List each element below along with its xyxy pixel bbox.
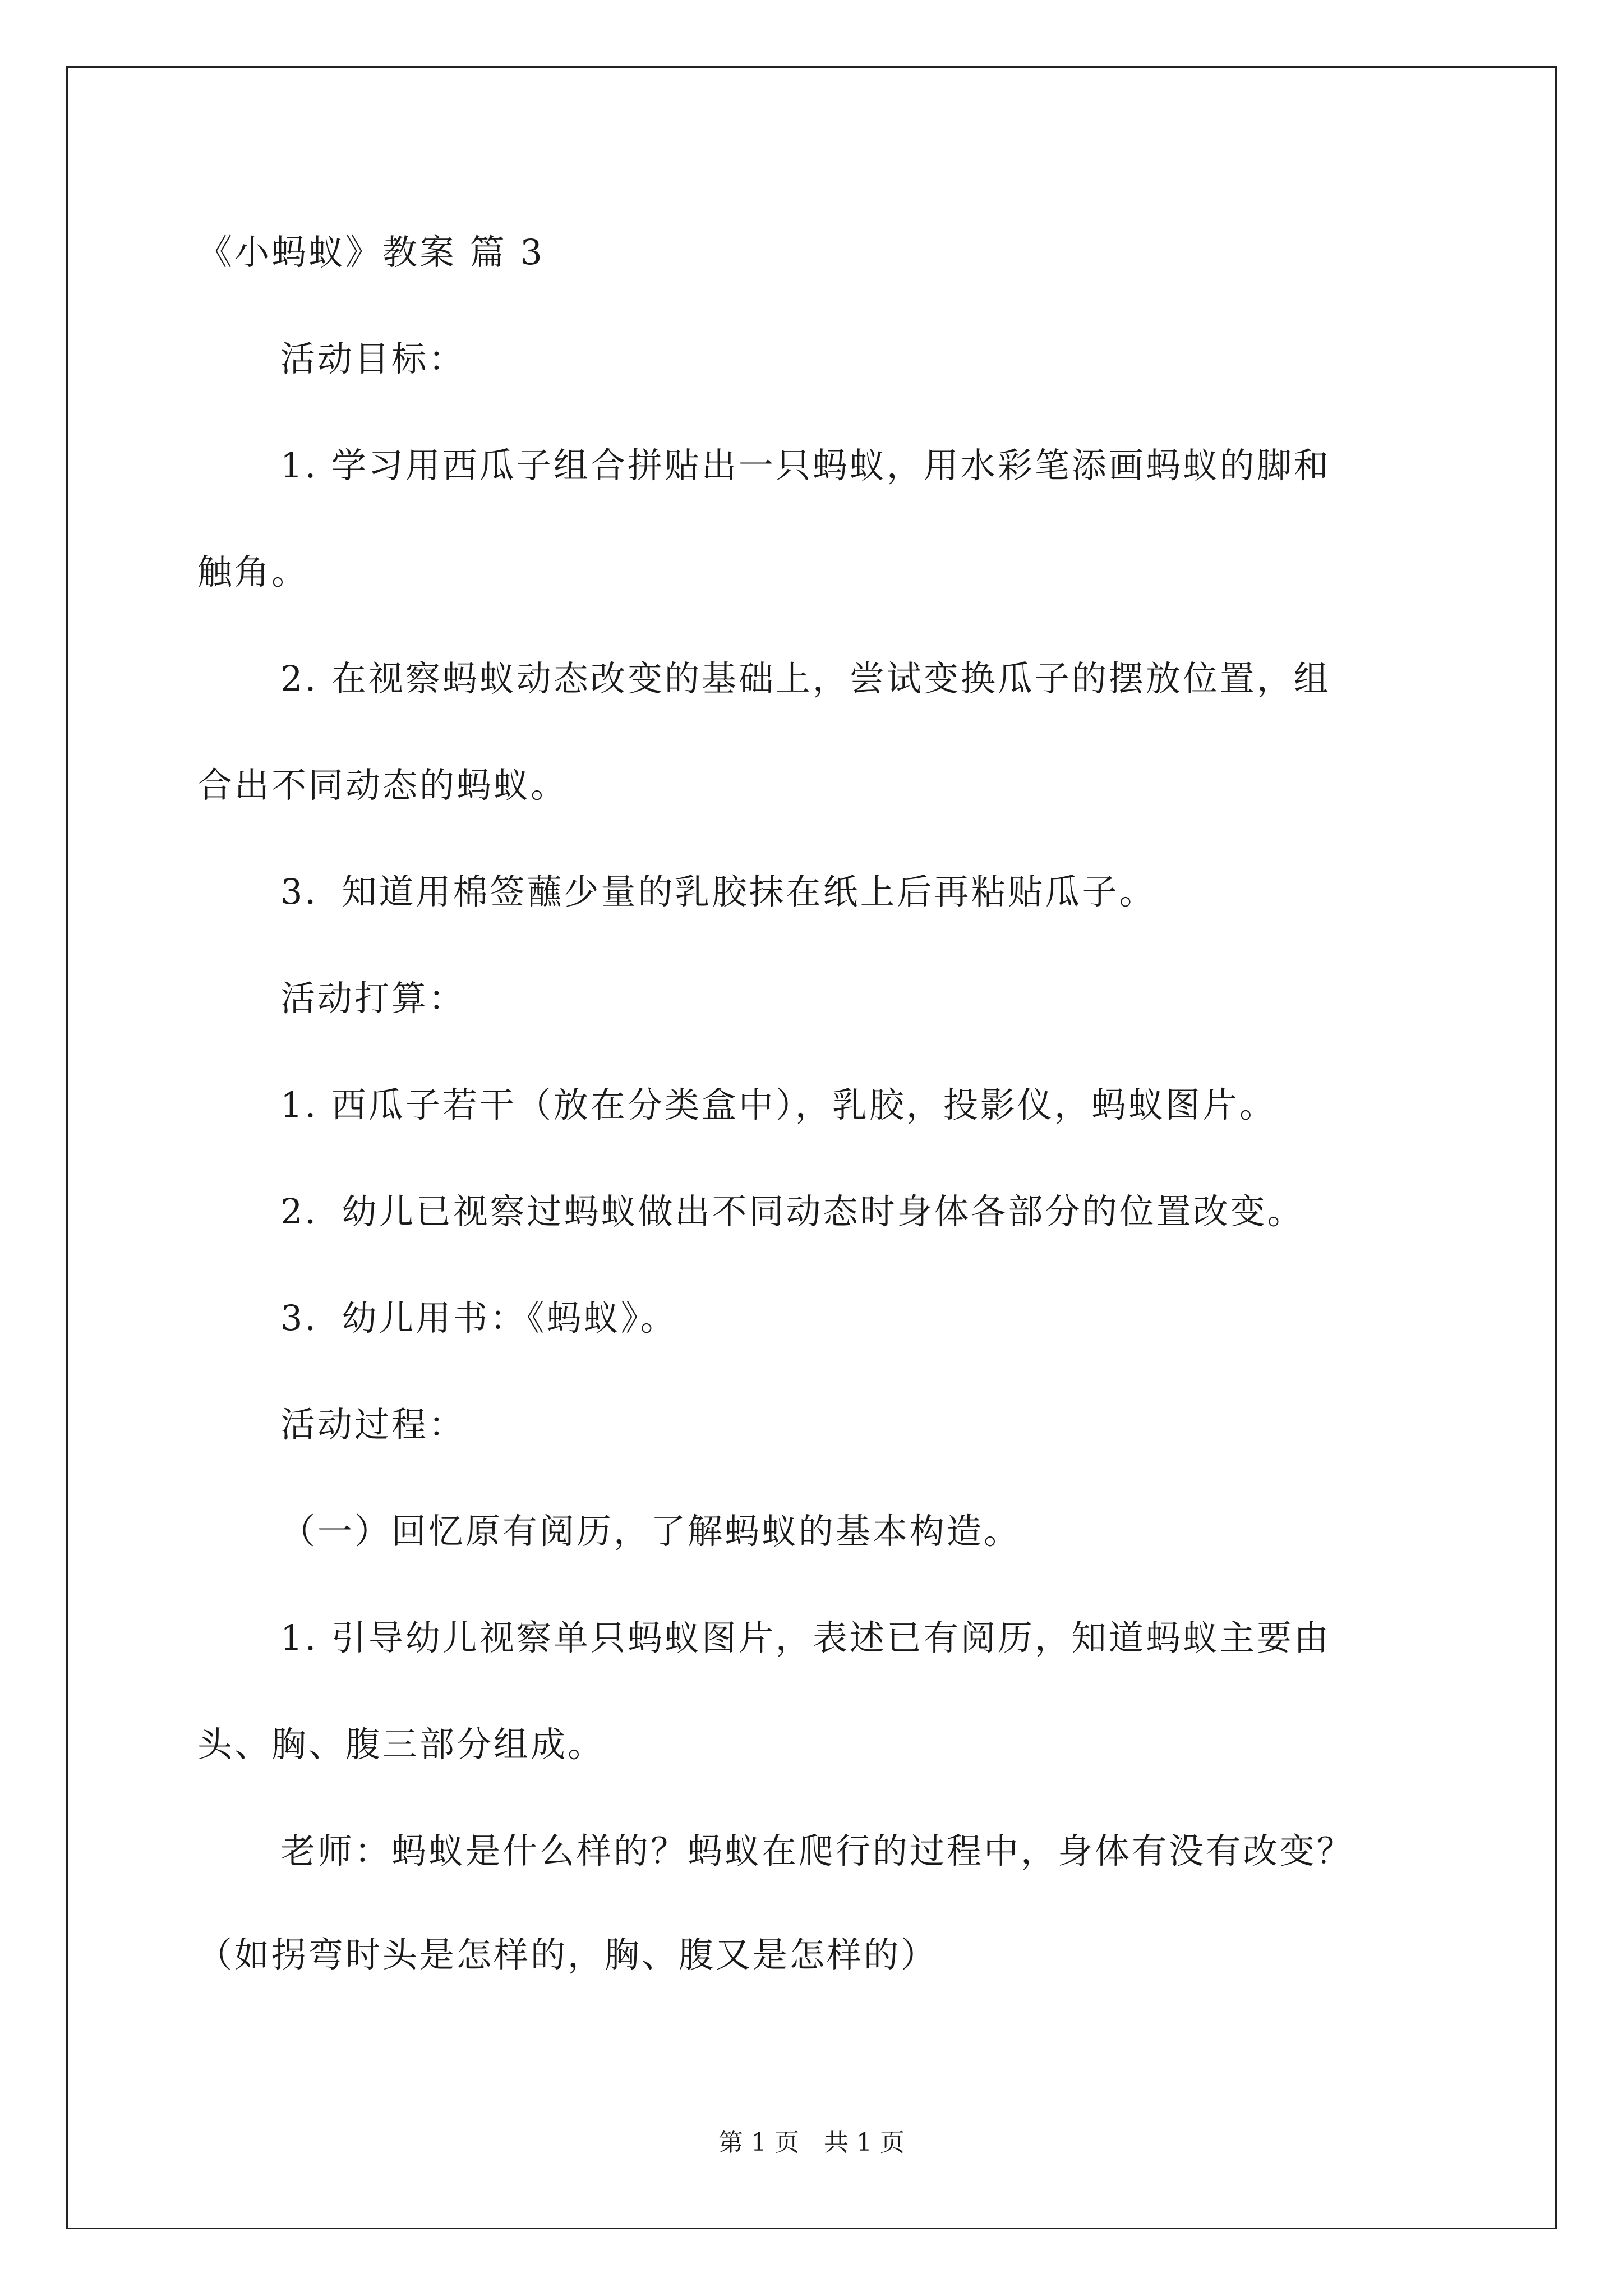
- paragraph-line: 3．幼儿用书：《蚂蚁》。: [280, 1297, 677, 1338]
- paragraph-line: 2．幼儿已视察过蚂蚁做出不同动态时身体各部分的位置改变。: [280, 1191, 1304, 1232]
- paragraph-line: 触角。: [197, 551, 309, 592]
- page-number-footer: 第 1 页 共 1 页: [718, 2128, 905, 2157]
- paragraph-line: 1. 学习用西瓜子组合拼贴出一只蚂蚁，用水彩笔添画蚂蚁的脚和: [280, 445, 1331, 486]
- paragraph-line: 2. 在视察蚂蚁动态改变的基础上，尝试变换瓜子的摆放位置，组: [280, 658, 1331, 699]
- paragraph-line: 1. 引导幼儿视察单只蚂蚁图片，表述已有阅历，知道蚂蚁主要由: [280, 1617, 1331, 1658]
- subsection-heading: （一）回忆原有阅历，了解蚂蚁的基本构造。: [280, 1511, 1021, 1552]
- paragraph-line: 3．知道用棉签蘸少量的乳胶抹在纸上后再粘贴瓜子。: [280, 871, 1156, 912]
- document-title: 《小蚂蚁》教案 篇 3: [197, 232, 545, 273]
- page-border: [66, 66, 1557, 2229]
- paragraph-line: 老师：蚂蚁是什么样的？蚂蚁在爬行的过程中，身体有没有改变？: [280, 1830, 1354, 1871]
- paragraph-line: （如拐弯时头是怎样的，胸、腹又是怎样的）: [197, 1934, 938, 1975]
- paragraph-line: 头、胸、腹三部分组成。: [197, 1724, 605, 1765]
- section-heading-goals: 活动目标：: [280, 338, 466, 379]
- section-heading-process: 活动过程：: [280, 1404, 466, 1445]
- section-heading-preparation: 活动打算：: [280, 978, 466, 1019]
- paragraph-line: 1. 西瓜子若干（放在分类盒中），乳胶，投影仪，蚂蚁图片。: [280, 1084, 1276, 1125]
- paragraph-line: 合出不同动态的蚂蚁。: [197, 765, 568, 806]
